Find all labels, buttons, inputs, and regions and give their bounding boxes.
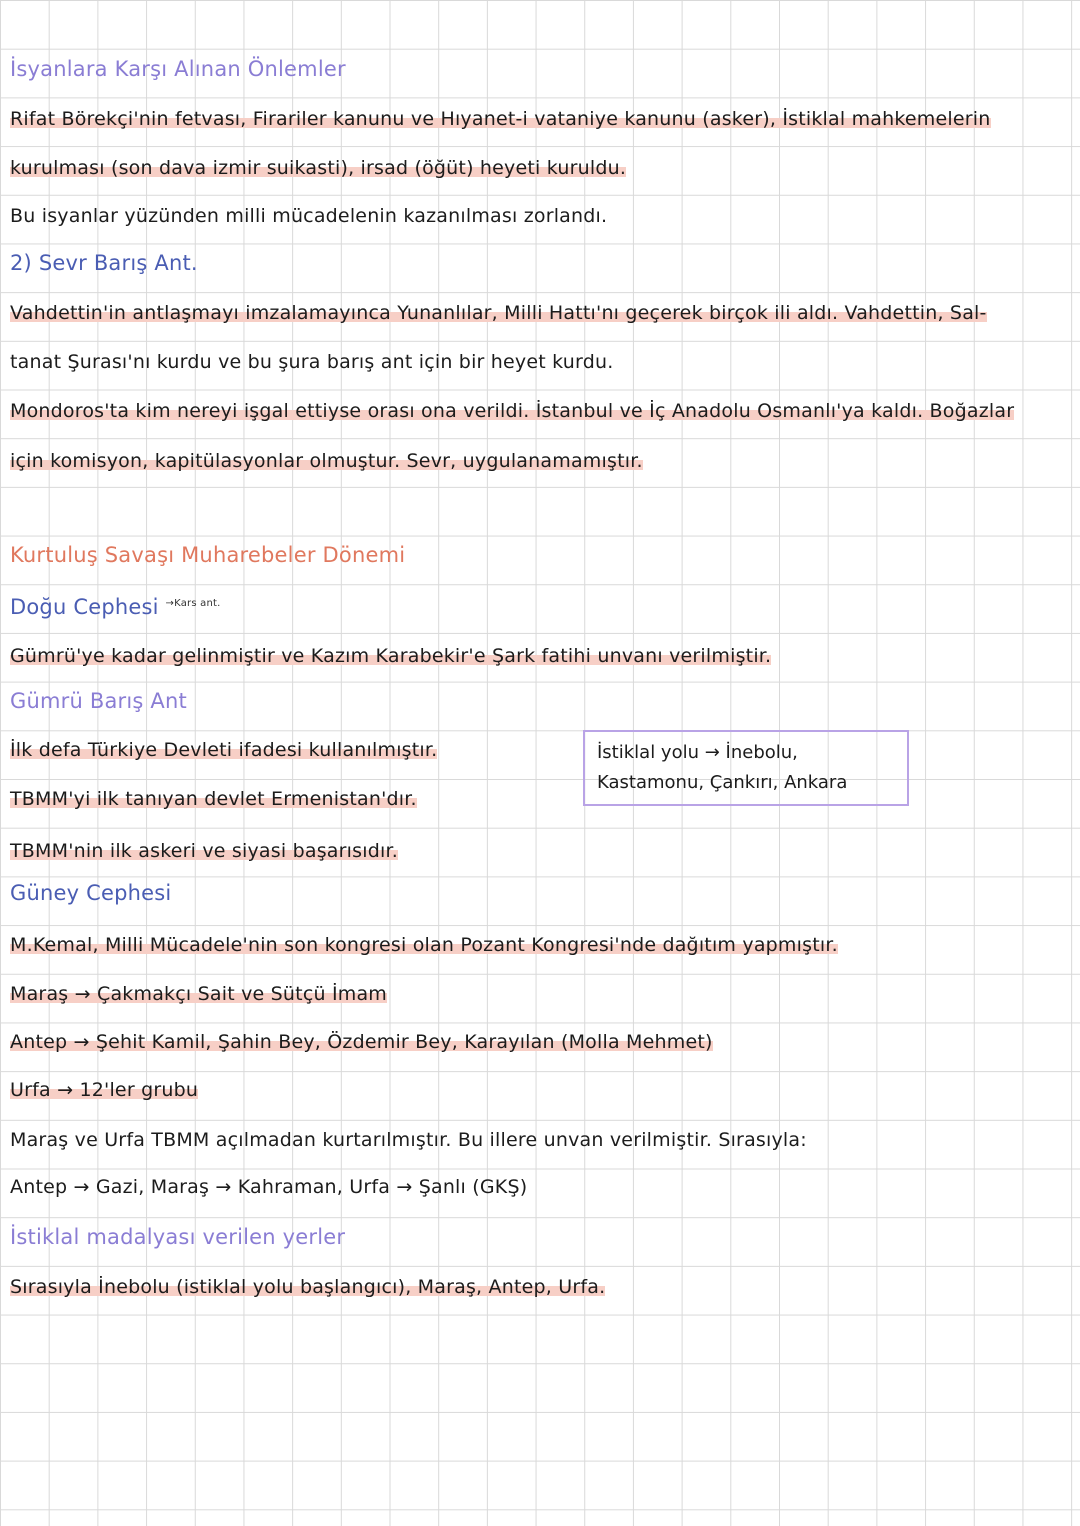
text-line: İlk defa Türkiye Devleti ifadesi kullanılmıştır. [10,739,438,761]
text-line: Sırasıyla İnebolu (istiklal yolu başlangıcı), Maraş, Antep, Urfa. [10,1276,606,1298]
text-line: Bu isyanlar yüzünden milli mücadelenin kazanılması zorlandı. [10,205,608,227]
text-line: için komisyon, kapitülasyonlar olmuştur. Sevr, uygulanamamıştır. [10,450,643,472]
heading-isyanlara-karsi: İsyanlara Karşı Alınan Önlemler [10,57,346,81]
text-line: Antep → Şehit Kamil, Şahin Bey, Özdemir Bey, Karayılan (Molla Mehmet) [10,1031,713,1053]
text-line: tanat Şurası'nı kurdu ve bu şura barış ant için bir heyet kurdu. [10,351,614,373]
subheading-dogu-cephesi [10,591,221,620]
kars-ant-note: →Kars ant. [165,598,221,609]
text-line: Vahdettin'in antlaşmayı imzalamayınca Yunanlılar, Milli Hattı'nı geçerek birçok ili aldı. Vahdettin, Sal- [10,302,987,324]
heading-kurtulus-savasi: Kurtuluş Savaşı Muharebeler Dönemi [10,543,406,567]
text-line: Rifat Börekçi'nin fetvası, Firariler kanunu ve Hıyanet-i vataniye kanunu (asker), İstiklal mahkemelerin [10,108,991,130]
text-line: Gümrü'ye kadar gelinmiştir ve Kazım Karabekir'e Şark fatihi unvanı verilmiştir. [10,645,772,667]
text-line: Antep → Gazi, Maraş → Kahraman, Urfa → Şanlı (GKŞ) [10,1176,528,1198]
istiklal-yolu-note-box: İstiklal yolu → İnebolu, Kastamonu, Çankırı, Ankara [583,730,909,806]
text-line: kurulması (son dava izmir suikasti), irsad (öğüt) heyeti kuruldu. [10,157,627,179]
text-line: Urfa → 12'ler grubu [10,1079,199,1101]
dogu-cephesi-label: Doğu Cephesi [10,595,159,619]
text-line: Maraş ve Urfa TBMM açılmadan kurtarılmıştır. Bu illere unvan verilmiştir. Sırasıyla: [10,1129,807,1151]
text-line: TBMM'nin ilk askeri ve siyasi başarısıdır. [10,840,398,862]
heading-gumru-baris: Gümrü Barış Ant [10,689,187,713]
heading-sevr-baris: 2) Sevr Barış Ant. [10,251,198,275]
heading-istiklal-madalyasi: İstiklal madalyası verilen yerler [10,1225,346,1249]
text-line: TBMM'yi ilk tanıyan devlet Ermenistan'dır. [10,788,417,810]
text-line: M.Kemal, Milli Mücadele'nin son kongresi olan Pozant Kongresi'nde dağıtım yapmıştır. [10,934,838,956]
heading-guney-cephesi: Güney Cephesi [10,881,172,905]
text-line: Mondoros'ta kim nereyi işgal ettiyse orası ona verildi. İstanbul ve İç Anadolu Osmanlı'ya kaldı. Boğazlar [10,400,1015,422]
text-line: Maraş → Çakmakçı Sait ve Sütçü İmam [10,983,388,1005]
